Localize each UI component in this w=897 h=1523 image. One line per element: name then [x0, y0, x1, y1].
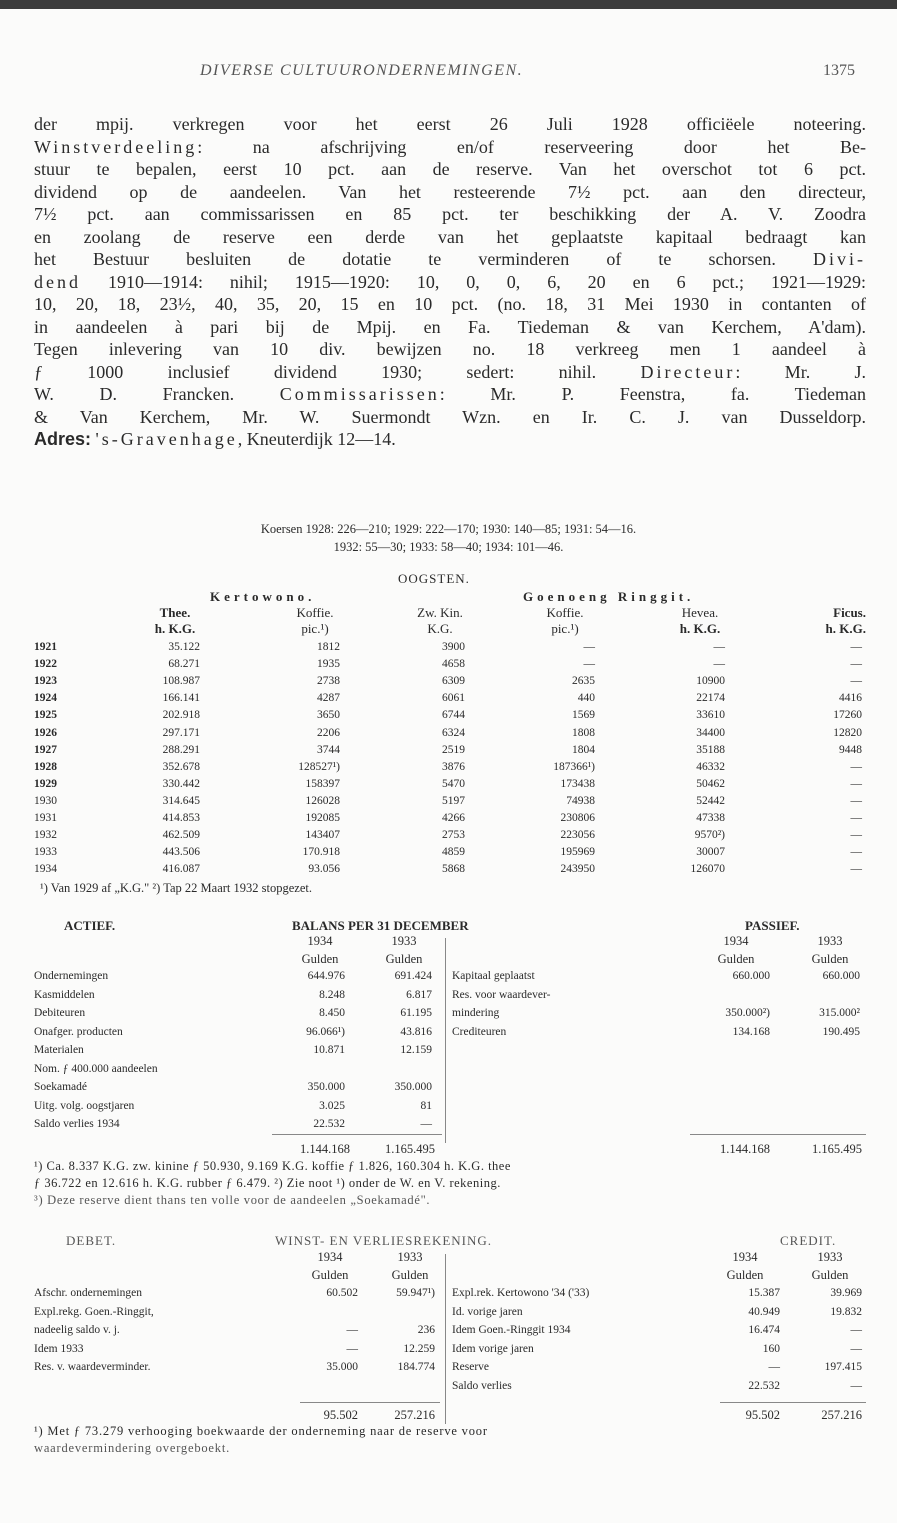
ficus-cell: —	[850, 812, 862, 824]
ledger-label: Idem vorige jaren	[452, 1342, 534, 1355]
column-divider	[445, 938, 446, 1143]
hevea-cell: 50462	[696, 777, 725, 790]
ledger-value: 6.817	[406, 988, 432, 1001]
year-heading: 1933	[817, 934, 843, 948]
ledger-value: —	[768, 1361, 780, 1373]
ledger-value: 350.000	[394, 1081, 432, 1093]
year-cell: 1929	[34, 777, 57, 790]
year-cell: 1925	[34, 709, 57, 722]
scan-edge	[0, 0, 897, 9]
koffie2-cell: 2635	[572, 675, 595, 688]
ledger-value: 19.832	[830, 1305, 862, 1318]
thee-cell: 288.291	[162, 743, 200, 756]
text-line: 10, 20, 18, 23½, 40, 35, 20, 15 en 10 pct. (no. 18, 31 Mei 1930 in contanten of	[34, 294, 866, 314]
ledger-label: Reserve	[452, 1361, 490, 1373]
oogsten-title: OOGSTEN.	[398, 571, 470, 586]
year-heading: 1934	[723, 934, 749, 948]
koffie-cell: 158397	[305, 777, 340, 790]
term-winstverdeeling: Winstverdeeling	[34, 136, 198, 157]
unit-heading: Gulden	[717, 952, 755, 966]
thee-cell: 108.987	[162, 675, 200, 688]
hevea-cell: 47338	[696, 812, 725, 824]
hevea-cell: —	[713, 658, 725, 671]
ficus-cell: —	[850, 760, 862, 773]
text-line: der mpij. verkregen voor het eerst 26 Juli 1928 officiëele noteering.	[34, 114, 866, 134]
text-line: Adres: 's-Gravenhage, Kneuterdijk 12—14.	[34, 429, 396, 449]
ledger-value: 15.387	[748, 1287, 780, 1299]
col-header-thee: Thee.	[159, 605, 191, 620]
thee-cell: 443.506	[162, 846, 200, 859]
ledger-value: 350.000²)	[725, 1007, 770, 1019]
year-cell: 1933	[34, 846, 57, 859]
hevea-cell: 46332	[696, 760, 725, 773]
ledger-value: 81	[420, 1099, 432, 1112]
year-cell: 1922	[34, 658, 57, 671]
year-cell: 1924	[34, 692, 57, 705]
kina-cell: 4266	[442, 812, 465, 824]
ledger-label: Saldo verlies 1934	[34, 1118, 120, 1130]
hevea-cell: 10900	[696, 675, 725, 688]
term-dividend: Divi-	[813, 249, 867, 269]
text-line: dend 1910—1914: nihil; 1915—1920: 10, 0, 0, 6, 20 en 6 pct.; 1921—1929:	[34, 271, 866, 292]
ledger-value: 660.000	[732, 970, 770, 982]
total-value: 257.216	[394, 1408, 435, 1422]
koffie-cell: 143407	[305, 829, 340, 842]
kina-cell: 6744	[442, 709, 465, 722]
unit-heading: Gulden	[391, 1268, 429, 1282]
year-heading: 1933	[817, 1250, 843, 1264]
hevea-cell: —	[713, 641, 725, 653]
koffie2-cell: 1569	[572, 709, 595, 722]
text-line: Winstverdeeling: na afschrijving en/of reserveering door het Be-	[34, 136, 866, 157]
ledger-value: 16.474	[748, 1324, 780, 1336]
ledger-label: Id. vorige jaren	[452, 1305, 523, 1318]
oogsten-footnote: ¹) Van 1929 af „K.G." ²) Tap 22 Maart 1932 stopgezet.	[40, 881, 312, 895]
year-cell: 1930	[34, 794, 57, 807]
ledger-value: 43.816	[400, 1025, 432, 1038]
ficus-cell: —	[850, 794, 862, 807]
koffie-cell: 126028	[305, 794, 340, 807]
kina-cell: 5470	[442, 777, 465, 790]
wv-footnote: waardevermindering overgeboekt.	[34, 1441, 231, 1455]
year-heading: 1934	[317, 1250, 343, 1264]
koffie-cell: 1935	[317, 658, 340, 671]
balans-passief-heading: PASSIEF.	[745, 918, 800, 933]
koffie-cell: 2738	[317, 675, 340, 688]
ficus-cell: —	[850, 641, 862, 653]
hevea-cell: 33610	[696, 709, 725, 722]
thee-cell: 68.271	[168, 658, 200, 671]
year-heading: 1934	[732, 1250, 758, 1264]
year-cell: 1932	[34, 829, 57, 842]
total-rule	[300, 1402, 440, 1403]
ledger-label: Kasmiddelen	[34, 988, 95, 1001]
ledger-value: 40.949	[748, 1305, 780, 1318]
text-line: stuur te bepalen, eerst 10 pct. aan de reserve. Van het overschot tot 6 pct.	[34, 159, 866, 179]
year-cell: 1934	[34, 863, 57, 876]
ledger-label: Res. v. waardeverminder.	[34, 1361, 151, 1373]
ledger-value: 59.947¹)	[396, 1287, 435, 1299]
koffie-cell: 4287	[317, 692, 340, 705]
thee-cell: 314.645	[162, 794, 200, 807]
year-cell: 1927	[34, 743, 57, 756]
ledger-label: Idem Goen.-Ringgit 1934	[452, 1324, 571, 1336]
ledger-label: Crediteuren	[452, 1025, 507, 1038]
koffie2-cell: 440	[577, 692, 595, 705]
ledger-label: Expl.rekg. Goen.-Ringgit,	[34, 1305, 154, 1318]
year-heading: 1933	[397, 1250, 423, 1264]
koffie2-cell: 230806	[560, 812, 595, 824]
total-value: 1.144.168	[720, 1142, 770, 1156]
ledger-label: Soekamadé	[34, 1081, 88, 1093]
kina-cell: 2519	[442, 743, 465, 756]
ledger-value: 12.259	[403, 1342, 435, 1355]
ledger-label: Uitg. volg. oogstjaren	[34, 1099, 135, 1112]
balans-title: BALANS PER 31 DECEMBER	[292, 918, 469, 933]
ledger-value: 660.000	[822, 970, 860, 982]
text-line: & Van Kerchem, Mr. W. Suermondt Wzn. en Ir. C. J. van Dusseldorp.	[34, 406, 866, 427]
running-title: DIVERSE CULTUURONDERNEMINGEN.	[200, 62, 524, 79]
text-line: het Bestuur besluiten de dotatie te verminderen of te schorsen. Divi-	[34, 249, 867, 269]
ledger-label: Nom. ƒ 400.000 aandeelen	[34, 1062, 158, 1075]
ficus-cell: 4416	[839, 692, 862, 705]
ledger-value: —	[850, 1324, 862, 1336]
ledger-label: Ondernemingen	[34, 970, 109, 982]
ledger-label: Onafger. producten	[34, 1025, 123, 1038]
ledger-label: Res. voor waardever-	[452, 988, 551, 1001]
col-unit-hevea: h. K.G.	[679, 621, 721, 636]
year-cell: 1931	[34, 812, 57, 824]
ledger-value: 644.976	[307, 970, 345, 982]
ledger-value: —	[850, 1342, 862, 1355]
koffie-cell: 3650	[317, 709, 340, 722]
koffie-cell: 93.056	[308, 863, 340, 876]
group-kertowono: Kertowono.	[210, 589, 316, 604]
kina-cell: 2753	[442, 829, 465, 842]
ledger-label: Kapitaal geplaatst	[452, 970, 535, 982]
col-unit-koffie2: pic.¹)	[551, 621, 579, 636]
total-value: 95.502	[745, 1408, 780, 1422]
koffie2-cell: —	[583, 658, 595, 671]
total-value: 1.165.495	[812, 1142, 862, 1156]
thee-cell: 416.087	[162, 863, 200, 876]
ledger-value: 60.502	[326, 1287, 358, 1299]
term-directeur: Directeur	[640, 361, 736, 382]
thee-cell: 330.442	[162, 777, 200, 790]
ledger-value: 8.248	[319, 988, 345, 1001]
text-line: W. D. Francken. Commissarissen: Mr. P. Feenstra, fa. Tiedeman	[34, 384, 867, 404]
ledger-value: 190.495	[822, 1025, 860, 1038]
unit-heading: Gulden	[811, 1268, 849, 1282]
ficus-cell: —	[850, 658, 862, 671]
koffie-cell: 2206	[317, 726, 340, 739]
hevea-cell: 34400	[696, 726, 725, 739]
ledger-value: 350.000	[307, 1081, 345, 1093]
ficus-cell: 12820	[833, 726, 862, 739]
koffie-cell: 192085	[305, 812, 340, 824]
ficus-cell: —	[850, 777, 862, 790]
ledger-value: 197.415	[824, 1361, 862, 1373]
column-divider	[445, 1254, 446, 1424]
koffie2-cell: 195969	[560, 846, 595, 859]
ledger-value: 96.066¹)	[306, 1025, 345, 1038]
text-line: in aandeelen à pari bij de Mpij. en Fa. Tiedeman & van Kerchem, A'dam).	[34, 316, 866, 337]
term-commissarissen: Commissarissen	[279, 384, 440, 404]
kina-cell: 4859	[442, 846, 465, 859]
kina-cell: 3876	[442, 760, 465, 773]
company-description	[34, 113, 866, 451]
total-rule	[272, 1134, 442, 1135]
ledger-label: mindering	[452, 1007, 500, 1019]
kina-cell: 5197	[442, 794, 465, 807]
kina-cell: 5868	[442, 863, 465, 876]
koffie2-cell: 173438	[560, 777, 595, 790]
year-cell: 1921	[34, 641, 57, 653]
koersen-line: Koersen 1928: 226—210; 1929: 222—170; 1930: 140—85; 1931: 54—16.	[260, 522, 637, 536]
kina-cell: 6061	[442, 692, 465, 705]
hevea-cell: 35188	[696, 743, 725, 756]
text-line: ƒ 1000 inclusief dividend 1930; sedert: nihil. Directeur: Mr. J.	[34, 361, 866, 382]
total-rule	[720, 1402, 866, 1403]
ledger-value: 61.195	[400, 1007, 432, 1019]
wv-footnote: ¹) Met ƒ 73.279 verhooging boekwaarde der onderneming naar de reserve voor	[34, 1424, 488, 1438]
thee-cell: 414.853	[162, 812, 200, 824]
ledger-value: 22.532	[748, 1379, 780, 1392]
balans-footnote: ³) Deze reserve dient thans ten volle voor de aandeelen „Soekamadé".	[34, 1193, 431, 1207]
total-value: 1.165.495	[385, 1142, 435, 1156]
text-line: en zoolang de reserve een derde van het geplaatste kapitaal bedraagt kan	[34, 226, 866, 247]
unit-heading: Gulden	[311, 1268, 349, 1282]
koffie2-cell: 1808	[572, 726, 595, 739]
thee-cell: 462.509	[162, 829, 200, 842]
page-number: 1375	[823, 62, 855, 79]
year-cell: 1926	[34, 726, 57, 739]
ledger-value: 160	[762, 1342, 780, 1355]
year-heading: 1933	[391, 934, 417, 948]
koffie-cell: 128527¹)	[298, 760, 340, 773]
unit-heading: Gulden	[385, 952, 423, 966]
ledger-value: —	[346, 1342, 358, 1355]
text-line: 7½ pct. aan commissarissen en 85 pct. ter beschikking der A. V. Zoodra	[34, 204, 866, 224]
text-line: dividend op de aandeelen. Van het resteerende 7½ pct. aan den directeur,	[34, 181, 866, 202]
ledger-value: —	[850, 1379, 862, 1392]
ledger-value: 691.424	[394, 970, 432, 982]
ledger-label: nadeelig saldo v. j.	[34, 1324, 120, 1336]
ledger-value: 184.774	[397, 1361, 435, 1373]
col-header-kina: Zw. Kin.	[417, 605, 463, 620]
col-header-koffie: Koffie.	[296, 605, 334, 620]
koersen-line: 1932: 55—30; 1933: 58—40; 1934: 101—46.	[333, 540, 564, 554]
total-value: 1.144.168	[300, 1142, 350, 1156]
kina-cell: 3900	[442, 641, 465, 653]
unit-heading: Gulden	[811, 952, 849, 966]
kina-cell: 4658	[442, 658, 465, 671]
ledger-value: 134.168	[732, 1025, 770, 1038]
balans-footnote: ¹) Ca. 8.337 K.G. zw. kinine ƒ 50.930, 9.169 K.G. koffie ƒ 1.826, 160.304 h. K.G. thee	[34, 1159, 511, 1173]
ledger-value: 236	[417, 1324, 435, 1336]
koffie2-cell: 74938	[566, 794, 595, 807]
ficus-cell: 17260	[833, 709, 862, 722]
text-line: Tegen inlevering van 10 div. bewijzen no. 18 verkreeg men 1 aandeel à	[34, 339, 866, 359]
col-header-hevea: Hevea.	[681, 605, 719, 620]
thee-cell: 297.171	[162, 726, 200, 739]
ledger-value: 22.532	[313, 1118, 345, 1130]
ledger-label: Expl.rek. Kertowono '34 ('33)	[452, 1287, 590, 1299]
total-value: 257.216	[821, 1408, 862, 1422]
unit-heading: Gulden	[301, 952, 339, 966]
hevea-cell: 9570²)	[694, 829, 725, 842]
thee-cell: 35.122	[168, 641, 200, 653]
col-unit-kina: K.G.	[427, 621, 453, 636]
koffie2-cell: 1804	[572, 743, 595, 756]
ficus-cell: —	[850, 675, 862, 688]
ledger-value: 3.025	[319, 1099, 345, 1112]
col-unit-koffie: pic.¹)	[301, 621, 329, 636]
col-unit-ficus: h. K.G.	[825, 621, 866, 636]
thee-cell: 352.678	[162, 760, 200, 773]
ledger-value: —	[420, 1118, 432, 1130]
ledger-value: 315.000²	[819, 1007, 860, 1019]
ledger-label: Afschr. ondernemingen	[34, 1287, 142, 1299]
hevea-cell: 126070	[690, 863, 725, 876]
balans-footnote: ƒ 36.722 en 12.616 h. K.G. rubber ƒ 6.479. ²) Zie noot ¹) onder de W. en V. rekening.	[34, 1176, 501, 1190]
balans-actief-heading: ACTIEF.	[64, 918, 116, 933]
koffie2-cell: —	[583, 641, 595, 653]
koffie-cell: 170.918	[302, 846, 340, 859]
thee-cell: 166.141	[162, 692, 200, 705]
thee-cell: 202.918	[162, 709, 200, 722]
ledger-value: 39.969	[830, 1287, 862, 1299]
year-cell: 1923	[34, 675, 57, 688]
hevea-cell: 22174	[696, 692, 725, 705]
koffie-cell: 1812	[317, 641, 340, 653]
ledger-label: Debiteuren	[34, 1007, 86, 1019]
ledger-label: Materialen	[34, 1044, 84, 1056]
ficus-cell: —	[850, 846, 862, 859]
kina-cell: 6309	[442, 675, 465, 688]
ficus-cell: 9448	[839, 743, 862, 756]
koffie-cell: 3744	[317, 743, 340, 756]
hevea-cell: 30007	[696, 846, 725, 859]
ledger-value: 12.159	[400, 1044, 432, 1056]
ledger-label: Saldo verlies	[452, 1379, 512, 1392]
col-header-ficus: Ficus.	[833, 605, 866, 620]
group-goenoeng-ringgit: Goenoeng Ringgit.	[523, 589, 695, 604]
kina-cell: 6324	[442, 726, 465, 739]
wv-title: WINST- EN VERLIESREKENING.	[275, 1233, 493, 1248]
ledger-label: Idem 1933	[34, 1342, 84, 1355]
total-value: 95.502	[323, 1408, 358, 1422]
wv-credit-heading: CREDIT.	[780, 1233, 837, 1248]
ficus-cell: —	[850, 863, 862, 876]
col-header-koffie2: Koffie.	[546, 605, 584, 620]
year-cell: 1928	[34, 760, 57, 773]
wv-debet-heading: DEBET.	[66, 1233, 117, 1248]
koffie2-cell: 187366¹)	[553, 760, 595, 773]
ledger-value: 35.000	[326, 1361, 358, 1373]
total-rule	[690, 1134, 866, 1135]
term-adres: Adres:	[34, 429, 92, 449]
ficus-cell: —	[850, 829, 862, 842]
ledger-value: 10.871	[313, 1044, 345, 1056]
koffie2-cell: 243950	[560, 863, 595, 876]
col-unit-thee: h. K.G.	[154, 621, 196, 636]
hevea-cell: 52442	[696, 794, 725, 807]
koffie2-cell: 223056	[560, 829, 595, 842]
ledger-value: 8.450	[319, 1007, 345, 1019]
year-heading: 1934	[307, 934, 333, 948]
unit-heading: Gulden	[726, 1268, 764, 1282]
ledger-value: —	[346, 1324, 358, 1336]
